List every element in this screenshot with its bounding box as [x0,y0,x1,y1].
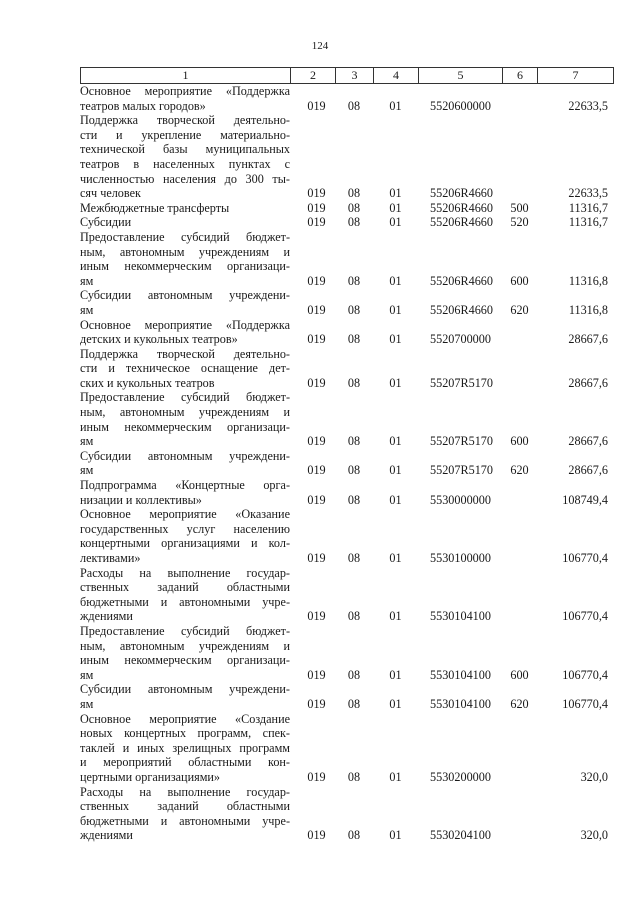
header-col-2: 2 [291,68,336,83]
subsection-code: 01 [389,98,402,113]
section-code: 08 [347,696,361,711]
subsection-code: 01 [389,215,402,230]
amount: 11316,7 [568,200,608,215]
expense-type-code [502,113,537,201]
table-row [80,712,614,785]
expense-type-code [502,347,537,391]
section-code: 08 [347,434,361,449]
row-description [80,566,290,624]
description-line: Субсидии автономным учреждени- [80,448,290,463]
subsection-code: 01 [389,609,402,624]
row-description [80,624,290,682]
target-article-code: 55206R4660 [430,215,493,230]
ministry-code: 019 [307,200,326,215]
description-line: Предоставление субсидий бюджет- [80,623,290,638]
target-article-code: 55206R4660 [430,302,493,317]
target-article-code: 55206R4660 [430,200,493,215]
ministry-code: 019 [307,215,326,230]
description-line: Субсидии автономным учреждени- [80,682,290,697]
table-row [80,318,614,347]
ministry-code: 019 [307,186,326,201]
target-article-code: 5530200000 [430,769,491,784]
page-number: 124 [311,40,329,52]
target-article-code: 5530104100 [430,667,491,682]
table-row [80,478,614,507]
section-code: 08 [347,551,361,565]
target-article-code: 55206R4660 [430,273,493,288]
expense-type-code [502,84,537,113]
section-code: 08 [347,667,361,682]
amount: 11316,8 [568,273,608,288]
description-line: ям [80,434,94,449]
description-line: Поддержка творческой деятельно- [80,346,290,361]
subsection-code: 01 [389,463,402,478]
description-line: технической базы муниципальных [80,142,290,157]
expense-type-code [502,507,537,565]
expense-type-code: 520 [510,215,529,230]
table-header [80,67,614,84]
table-row [80,215,614,230]
target-article-code: 5530000000 [430,492,491,507]
description-line: ских и кукольных театров [80,375,215,390]
description-line: Основное мероприятие «Оказание [80,507,290,522]
subsection-code: 01 [389,769,402,784]
row-description [80,84,290,113]
ministry-code: 019 [307,434,326,449]
header-col-5: 5 [419,68,503,83]
description-line: новых концертных программ, спек- [80,726,290,741]
description-line: сти и техническое оснащение дет- [80,361,290,376]
section-code: 08 [347,492,361,507]
section-code: 08 [347,98,361,113]
target-article-code: 5520600000 [430,98,491,113]
amount: 22633,5 [568,98,608,113]
expense-type-code: 600 [510,273,529,288]
table-body [80,84,614,843]
table-row [80,390,614,448]
ministry-code: 019 [307,667,326,682]
description-line: иным некоммерческим организаци- [80,419,290,434]
ministry-code: 019 [307,696,326,711]
row-description [80,288,290,317]
expense-type-code [502,478,537,507]
amount: 28667,6 [568,463,608,478]
section-code: 08 [347,463,361,478]
subsection-code: 01 [389,200,402,215]
description-line: лективами» [80,551,141,565]
description-line: ным, автономным учреждениям и [80,244,290,259]
row-description [80,785,290,843]
description-line: ям [80,463,94,478]
expense-type-code: 600 [510,434,529,449]
ministry-code: 019 [307,828,326,843]
description-line: театров в населенных пунктах с [80,156,290,171]
description-line: Основное мероприятие «Поддержка [80,317,290,332]
expense-type-code: 620 [510,463,529,478]
description-line: численностью населения до 300 ты- [80,171,290,186]
description-line: иным некоммерческим организаци- [80,653,290,668]
description-line: таклей и иных зрелищных программ [80,740,290,755]
expense-type-code [502,712,537,785]
section-code: 08 [347,332,361,347]
row-description [80,230,290,288]
amount: 11316,7 [568,215,608,230]
section-code: 08 [347,302,361,317]
table-row [80,84,614,113]
ministry-code: 019 [307,463,326,478]
subsection-code: 01 [389,434,402,449]
row-description [80,390,290,448]
target-article-code: 55207R5170 [430,463,493,478]
expense-type-code: 500 [510,200,529,215]
description-line: Межбюджетные трансферты [80,200,230,215]
target-article-code: 55207R5170 [430,434,493,449]
subsection-code: 01 [389,186,402,201]
description-line: ям [80,273,94,288]
subsection-code: 01 [389,332,402,347]
target-article-code: 5530104100 [430,696,491,711]
description-line: Предоставление субсидий бюджет- [80,390,290,405]
subsection-code: 01 [389,696,402,711]
description-line: Расходы на выполнение государ- [80,565,290,580]
amount: 11316,8 [568,302,608,317]
description-line: ственных заданий областными [80,580,290,595]
description-line: сти и укрепление материально- [80,127,290,142]
table-row [80,507,614,565]
header-col-7: 7 [572,68,579,82]
ministry-code: 019 [307,769,326,784]
table-row [80,201,614,216]
target-article-code: 5520700000 [430,332,491,347]
description-line: театров малых городов» [80,98,206,113]
section-code: 08 [347,375,361,390]
expense-type-code [502,566,537,624]
description-line: иным некоммерческим организаци- [80,259,290,274]
section-code: 08 [347,609,361,624]
row-description [80,201,290,216]
description-line: Расходы на выполнение государ- [80,784,290,799]
subsection-code: 01 [389,273,402,288]
row-description [80,347,290,391]
description-line: бюджетными и автономными учре- [80,813,290,828]
section-code: 08 [347,828,361,843]
row-description [80,507,290,565]
amount: 320,0 [580,828,608,843]
section-code: 08 [347,215,361,230]
table-row [80,347,614,391]
amount: 106770,4 [562,551,608,565]
amount: 28667,6 [568,375,608,390]
description-line: ждениями [80,828,133,843]
amount: 108749,4 [562,492,608,507]
table-row [80,230,614,288]
subsection-code: 01 [389,667,402,682]
target-article-code: 5530100000 [430,551,491,565]
row-description [80,318,290,347]
amount: 106770,4 [562,667,608,682]
expense-type-code: 620 [510,302,529,317]
header-col-1: 1 [81,68,291,83]
subsection-code: 01 [389,492,402,507]
description-line: Основное мероприятие «Создание [80,711,290,726]
expense-type-code [502,785,537,843]
header-col-3: 3 [336,68,374,83]
table-row [80,288,614,317]
table-row [80,449,614,478]
description-line: Основное мероприятие «Поддержка [80,84,290,98]
amount: 106770,4 [562,609,608,624]
section-code: 08 [347,273,361,288]
table-row [80,113,614,201]
description-line: Подпрограмма «Концертные орга- [80,478,290,493]
ministry-code: 019 [307,98,326,113]
row-description [80,712,290,785]
target-article-code: 5530204100 [430,828,491,843]
description-line: цертными организациями» [80,769,221,784]
section-code: 08 [347,769,361,784]
row-description [80,478,290,507]
description-line: ждениями [80,609,133,624]
description-line: ям [80,667,94,682]
description-line: ным, автономным учреждениям и [80,638,290,653]
description-line: ям [80,302,94,317]
description-line: концертными организациями и кол- [80,536,290,551]
row-description [80,449,290,478]
description-line: и мероприятий областными кон- [80,755,290,770]
description-line: Предоставление субсидий бюджет- [80,229,290,244]
description-line: низации и коллективы» [80,492,202,507]
header-col-4: 4 [374,68,419,83]
table-row [80,785,614,843]
target-article-code: 55207R5170 [430,375,493,390]
subsection-code: 01 [389,828,402,843]
target-article-code: 55206R4660 [430,186,493,201]
description-line: Субсидии автономным учреждени- [80,288,290,303]
expense-type-code [502,318,537,347]
amount: 28667,6 [568,332,608,347]
target-article-code: 5530104100 [430,609,491,624]
table-row [80,624,614,682]
section-code: 08 [347,186,361,201]
amount: 28667,6 [568,434,608,449]
expense-type-code: 600 [510,667,529,682]
table-row [80,566,614,624]
section-code: 08 [347,200,361,215]
description-line: бюджетными и автономными учре- [80,594,290,609]
row-description [80,682,290,711]
subsection-code: 01 [389,302,402,317]
ministry-code: 019 [307,273,326,288]
description-line: Субсидии [80,215,132,230]
amount: 106770,4 [562,696,608,711]
header-col-6: 6 [503,68,538,83]
amount: 22633,5 [568,186,608,201]
description-line: ям [80,696,94,711]
ministry-code: 019 [307,551,326,565]
subsection-code: 01 [389,551,402,565]
description-line: ным, автономным учреждениям и [80,405,290,420]
description-line: ственных заданий областными [80,799,290,814]
subsection-code: 01 [389,375,402,390]
row-description [80,215,290,230]
description-line: детских и кукольных театров» [80,332,238,347]
ministry-code: 019 [307,375,326,390]
description-line: государственных услуг населению [80,521,290,536]
table-row [80,682,614,711]
expense-type-code: 620 [510,696,529,711]
ministry-code: 019 [307,492,326,507]
ministry-code: 019 [307,302,326,317]
description-line: Поддержка творческой деятельно- [80,113,290,128]
amount: 320,0 [580,769,608,784]
row-description [80,113,290,201]
description-line: сяч человек [80,186,141,201]
ministry-code: 019 [307,609,326,624]
ministry-code: 019 [307,332,326,347]
